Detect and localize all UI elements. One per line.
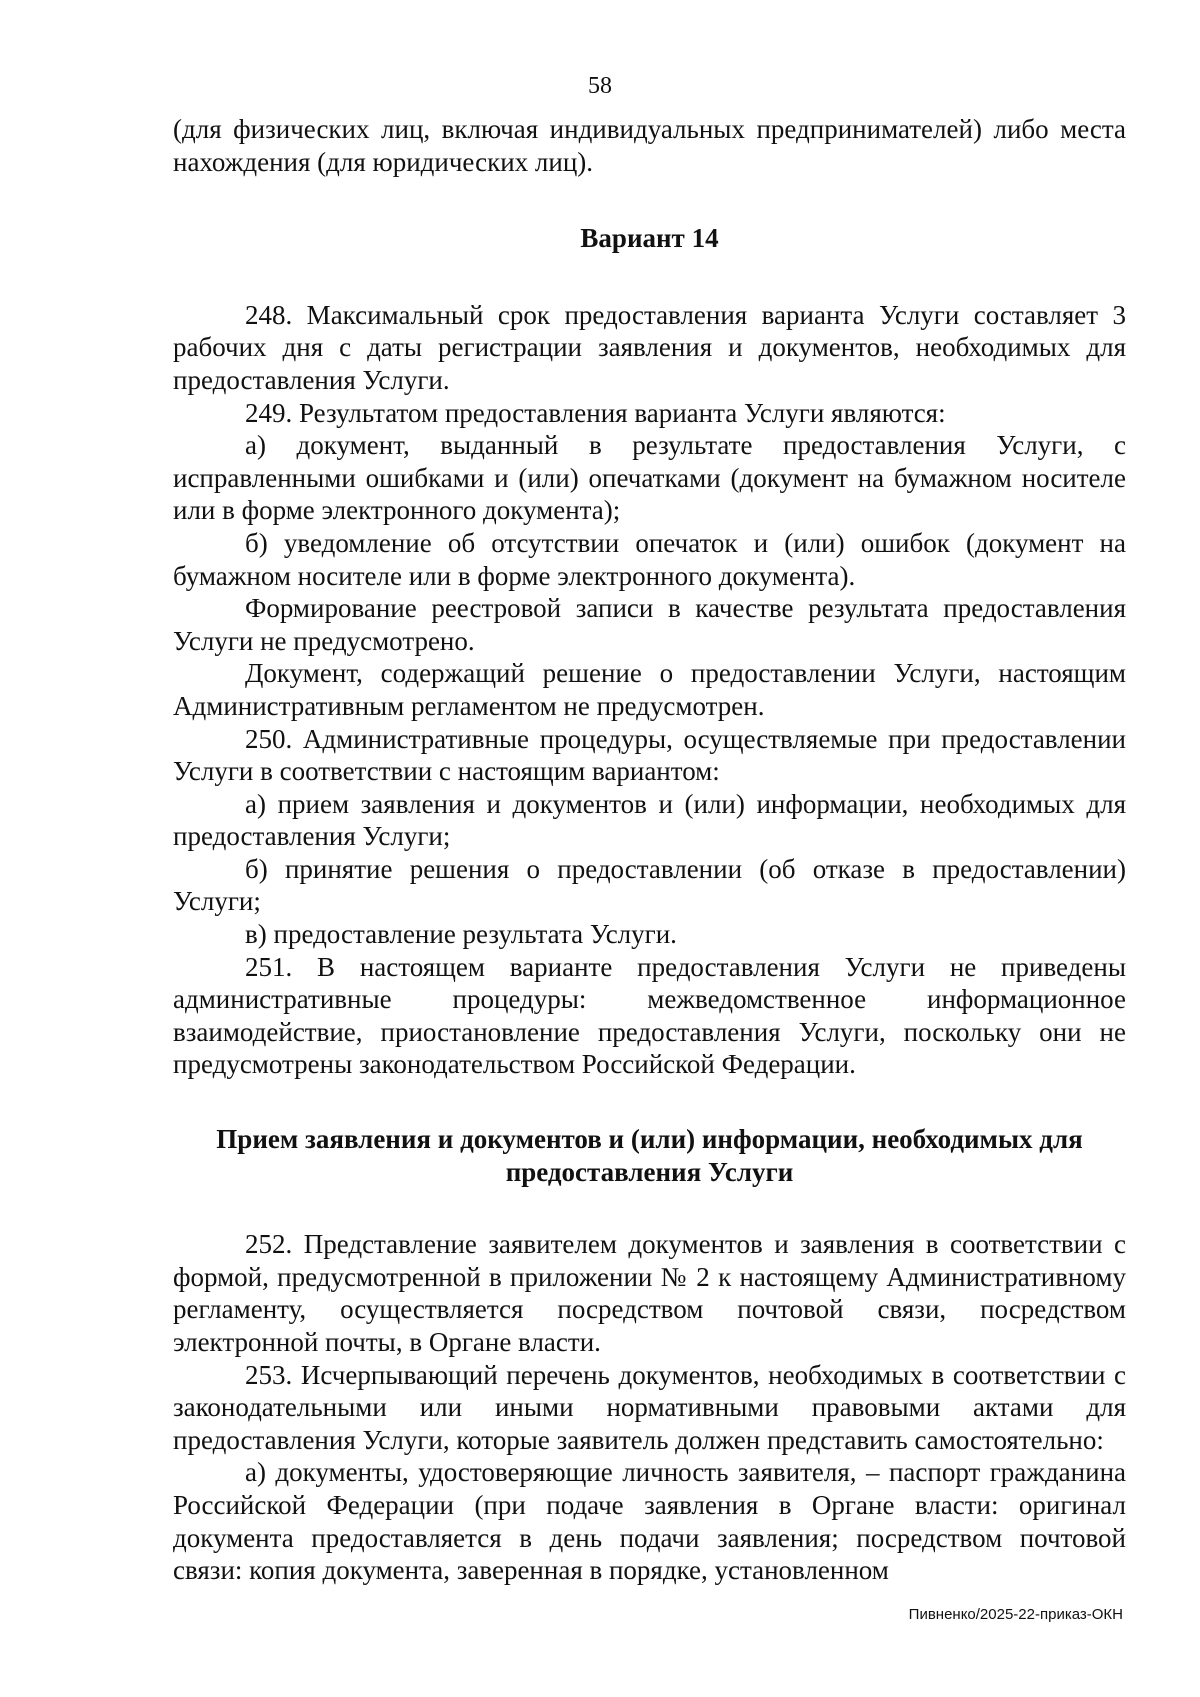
document-footer-code: Пивненко/2025-22-приказ-ОКН (908, 1606, 1123, 1623)
paragraph-250: 250. Административные процедуры, осуществляемые при предоставлении Услуги в соответствии с настоящим вариантом: (173, 723, 1126, 787)
paragraph-249-b: б) уведомление об отсутствии опечаток и (или) ошибок (документ на бумажном носителе или в форме электронного документа). (173, 527, 1126, 591)
paragraph-252: 252. Представление заявителем документов и заявления в соответствии с формой, предусмотренной в приложении № 2 к настоящему Административному регламенту, осуществляется посредством почтовой связи, посредством электронной почты, в Органе власти. (173, 1229, 1126, 1357)
paragraph-251: 251. В настоящем варианте предоставления Услуги не приведены административные процедуры: межведомственное информационное взаимодействие, приостановление предоставления Услуги, поскольку они не предусмотрены законодательством Российской Федерации. (173, 951, 1126, 1080)
paragraph-250-b: б) принятие решения о предоставлении (об отказе в предоставлении) Услуги; (173, 853, 1126, 917)
section-heading-line-2: предоставления Услуги (505, 1156, 794, 1187)
paragraph-253: 253. Исчерпывающий перечень документов, необходимых в соответствии с законодательными или иными нормативными правовыми актами для предоставления Услуги, которые заявитель должен представить самостоятельно: (173, 1359, 1126, 1455)
variant-heading: Вариант 14 (580, 223, 719, 254)
page-number: 58 (588, 73, 612, 99)
paragraph-250-a: а) прием заявления и документов и (или) информации, необходимых для предоставления Услуги; (173, 788, 1126, 852)
paragraph-250-c: в) предоставление результата Услуги. (245, 919, 677, 950)
paragraph-253-a: а) документы, удостоверяющие личность заявителя, – паспорт гражданина Российской Федерации (при подаче заявления в Органе власти: оригинал документа предоставляется в день подачи заявления; посредством почтовой связи: копия документа, заверенная в порядке, установленном (173, 1457, 1126, 1586)
paragraph-248: 248. Максимальный срок предоставления варианта Услуги составляет 3 рабочих дня с даты регистрации заявления и документов, необходимых для предоставления Услуги. (173, 299, 1126, 395)
paragraph-intro: (для физических лиц, включая индивидуальных предпринимателей) либо места нахождения (для юридических лиц). (173, 114, 1126, 177)
paragraph-249-a: а) документ, выданный в результате предоставления Услуги, с исправленными ошибками и (или) опечатками (документ на бумажном носителе или в форме электронного документа); (173, 430, 1126, 526)
section-heading (173, 1123, 1126, 1188)
document-body (173, 113, 1126, 1587)
paragraph-registry-record: Формирование реестровой записи в качестве результата предоставления Услуги не предусмотрено. (173, 593, 1126, 656)
paragraph-decision-document: Документ, содержащий решение о предоставлении Услуги, настоящим Административным регламентом не предусмотрен. (173, 658, 1126, 721)
section-heading-line-1: Прием заявления и документов и (или) информации, необходимых для (216, 1124, 1083, 1155)
paragraph-249: 249. Результатом предоставления варианта Услуги являются: (245, 397, 946, 428)
